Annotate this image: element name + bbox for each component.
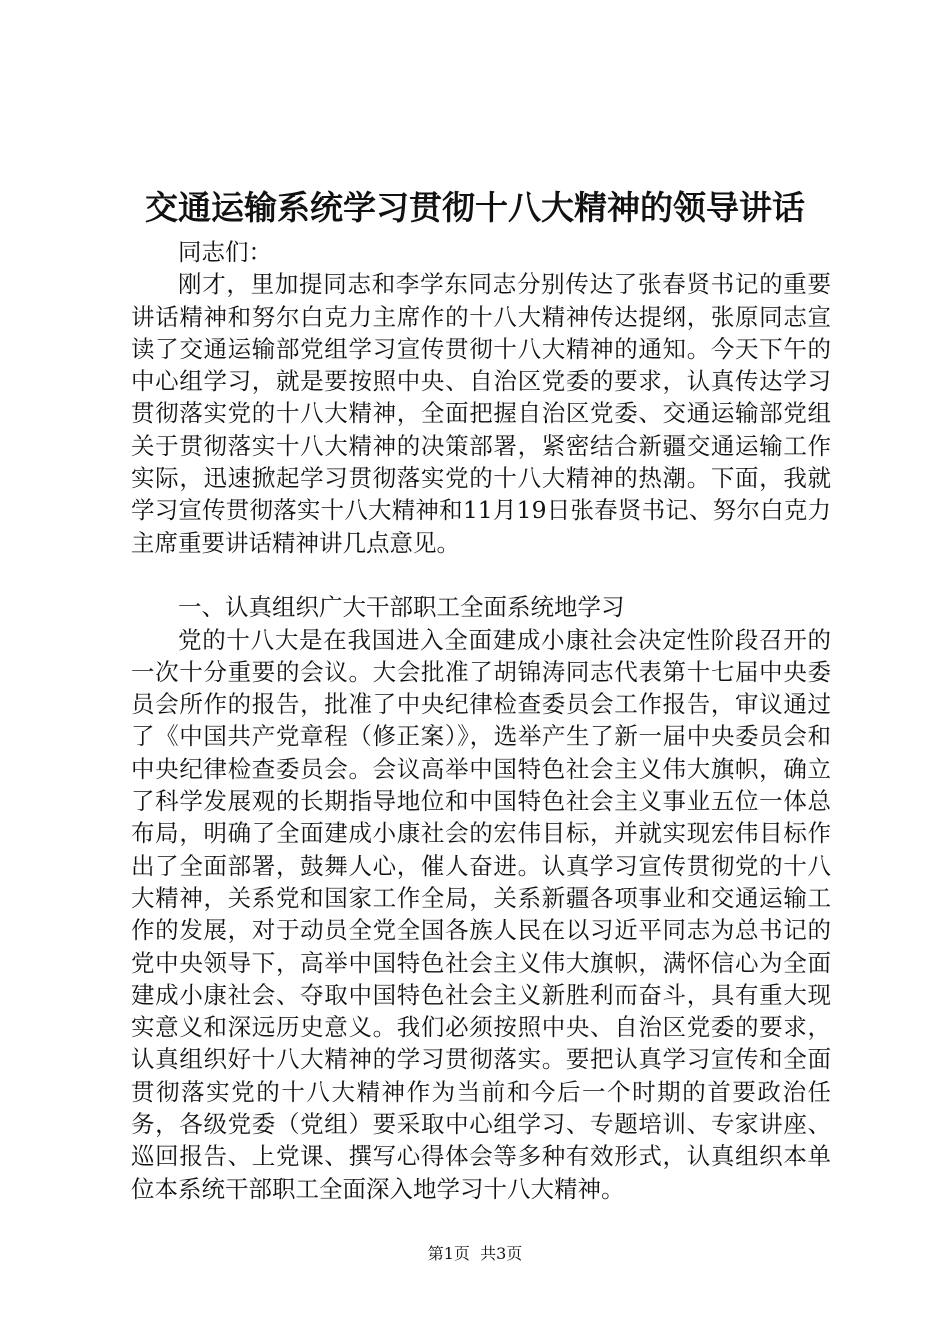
paragraph-section-1: 党的十八大是在我国进入全面建成小康社会决定性阶段召开的一次十分重要的会议。大会批准了胡锦涛同志代表第十七届中央委员会所作的报告，批准了中央纪律检查委员会工作报告，审议通过了《中国共产党章程（修正案）》，选举产生了新一届中央委员会和中央纪律检查委员会。会议高举中国特色社会主义伟大旗帜，确立了科学发展观的长期指导地位和中国特色社会主义事业五位一体总布局，明确了全面建成小康社会的宏伟目标，并就实现宏伟目标作出了全面部署，鼓舞人心，催人奋进。认真学习宣传贯彻党的十八大精神，关系党和国家工作全局，关系新疆各项事业和交通运输工作的发展，对于动员全党全国各族人民在以习近平同志为总书记的党中央领导下，高举中国特色社会主义伟大旗帜，满怀信心为全面建成小康社会、夺取中国特色社会主义新胜利而奋斗，具有重大现实意义和深远历史意义。我们必须按照中央、自治区党委的要求，认真组织好十八大精神的学习贯彻落实。要把认真学习宣传和全面贯彻落实党的十八大精神作为当前和今后一个时期的首要政治任务，各级党委（党组）要采取中心组学习、专题培训、专家讲座、巡回报告、上党课、撰写心得体会等多种有效形式，认真组织本单位本系统干部职工全面深入地学习十八大精神。 [131, 625, 831, 1203]
paragraph-intro: 刚才，里加提同志和李学东同志分别传达了张春贤书记的重要讲话精神和努尔白克力主席作的十八大精神传达提纲，张原同志宣读了交通运输部党组学习宣传贯彻十八大精神的通知。今天下午的中心组学习，就是要按照中央、自治区党委的要求，认真传达学习贯彻落实党的十八大精神，全面把握自治区党委、交通运输部党组关于贯彻落实十八大精神的决策部署，紧密结合新疆交通运输工作实际，迅速掀起学习贯彻落实党的十八大精神的热潮。下面，我就学习宣传贯彻落实十八大精神和11月19日张春贤书记、努尔白克力主席重要讲话精神讲几点意见。 [131, 270, 831, 557]
page-number: 第1页 共3页 [427, 1244, 523, 1263]
salutation: 同志们： [178, 238, 272, 266]
section-heading: 一、认真组织广大干部职工全面系统地学习 [178, 593, 625, 622]
document-title: 交通运输系统学习贯彻十八大精神的领导讲话 [145, 188, 805, 227]
page-footer [0, 1244, 950, 1264]
document-body [131, 236, 831, 1205]
